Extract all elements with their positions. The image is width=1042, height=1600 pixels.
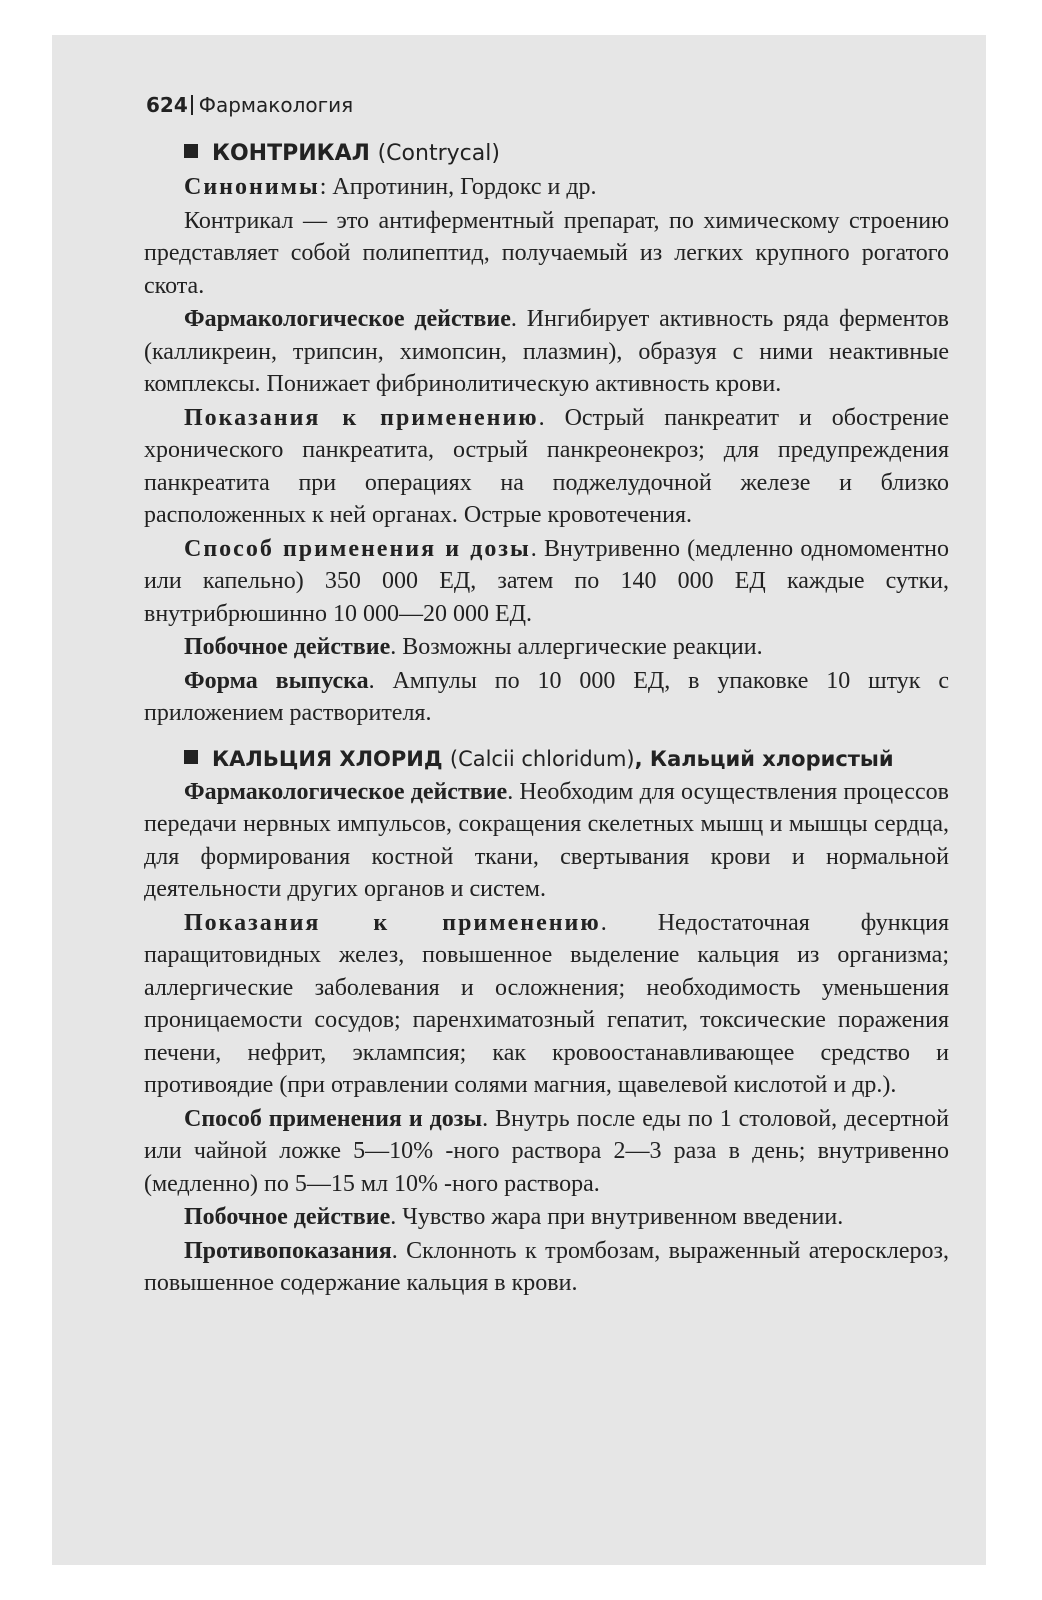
section-title-rest: , Кальций хлористый [634,746,894,771]
paragraph-text: : Апротинин, Гордокс и др. [319,174,597,200]
paragraph-label: Показания к применению [184,909,601,936]
section-title-ru: КАЛЬЦИЯ ХЛОРИД [212,746,443,771]
paragraph-dosage [144,533,949,631]
running-title: Фармакология [198,93,354,117]
paragraph-label: Фармакологическое действие [184,306,511,332]
header-divider [191,95,193,115]
paragraph-text: . Внутрь после еды по 1 столовой, десертной или чайной ложке 5—10% -ного раствора 2—3 раза в день; внутривенно (медленно) по 5—15 мл 10% -ного раствора. [144,1105,949,1197]
paragraph-label: Фармакологическое действие [184,778,508,805]
square-bullet-icon [184,144,198,158]
section-title-latin: (Calcii chloridum) [449,746,635,771]
paragraph-text: . Чувство жара при внутривенном введении. [390,1204,844,1230]
section-title-contrycal [184,137,949,171]
page-body [144,137,949,1301]
paragraph-text: . Ампулы по 10 000 ЕД, в упаковке 10 штук с приложением растворителя. [144,667,949,726]
paragraph-side-effects [144,1201,949,1234]
paragraph-synonyms [144,171,949,204]
paragraph-label: Противопоказания [184,1237,392,1264]
book-page [52,35,986,1565]
paragraph-text: . Необходим для осуществления процессов передачи нервных импульсов, сокращения скелетных мышц и мышцы сердца, для формирования костной ткани, свертывания крови и нормальной деятельности других органов и систем. [144,778,949,902]
section-title-ru: КОНТРИКАЛ [212,141,370,166]
paragraph-pharmacological-action [144,776,949,906]
paragraph-label: Способ применения и дозы [184,535,531,562]
running-header [146,93,353,117]
paragraph-text: Контрикал — это антиферментный препарат, по химическому строению представляет собой полипептид, получаемый из легких крупного рогатого скота. [144,207,949,299]
paragraph-text: . Недостаточная функция паращитовидных желез, повышенное выделение кальция из организма; аллергические заболевания и осложнения; необходимость уменьшения проницаемости сосудов; паренхиматозный гепатит, токсические поражения печени, нефрит, эклампсия; как кровоостанавливающее средство и противоядие (при отравлении солями магния, щавелевой кислотой и др.). [144,909,949,1098]
paragraph-text: . Ингибирует активность ряда ферментов (калликреин, трипсин, химопсин, плазмин), образуя с ними неактивные комплексы. Понижает фибринолитическую активность крови. [144,306,950,397]
section-title-calcium-chloride [184,742,949,776]
paragraph-label: Способ применения и дозы [184,1105,483,1132]
paragraph-text: . Внутривенно (медленно одномоментно или капельно) 350 000 ЕД, затем по 140 000 ЕД каждые сутки, внутрибрюшинно 10 000—20 000 ЕД. [144,535,950,627]
paragraph-dosage [144,1103,949,1201]
page-number: 624 [146,93,188,117]
section-title-latin: (Contrycal) [377,141,500,166]
paragraph-label: Форма выпуска [184,667,369,694]
paragraph-text: . Возможны аллергические реакции. [390,634,763,660]
paragraph-text: . Склонноть к тромбозам, выраженный атеросклероз, повышенное содержание кальция в крови. [144,1237,949,1296]
paragraph-intro [144,205,949,303]
paragraph-side-effects [144,631,949,664]
square-bullet-icon [184,750,198,764]
paragraph-release-form [144,665,949,730]
paragraph-indications [144,402,949,532]
paragraph-pharmacological-action [144,303,949,401]
paragraph-label: Синонимы [184,174,320,200]
paragraph-label: Побочное действие [184,634,391,660]
paragraph-text: . Острый панкреатит и обострение хронического панкреатита, острый панкреонекроз; для предупреждения панкреатита при операциях на поджелудочной железе и близко расположенных к ней органах. Острые кровотечения. [144,404,950,528]
paragraph-label: Показания к применению [184,404,539,431]
paragraph-contraindications [144,1235,949,1300]
paragraph-indications [144,907,949,1102]
paragraph-label: Побочное действие [184,1204,391,1230]
